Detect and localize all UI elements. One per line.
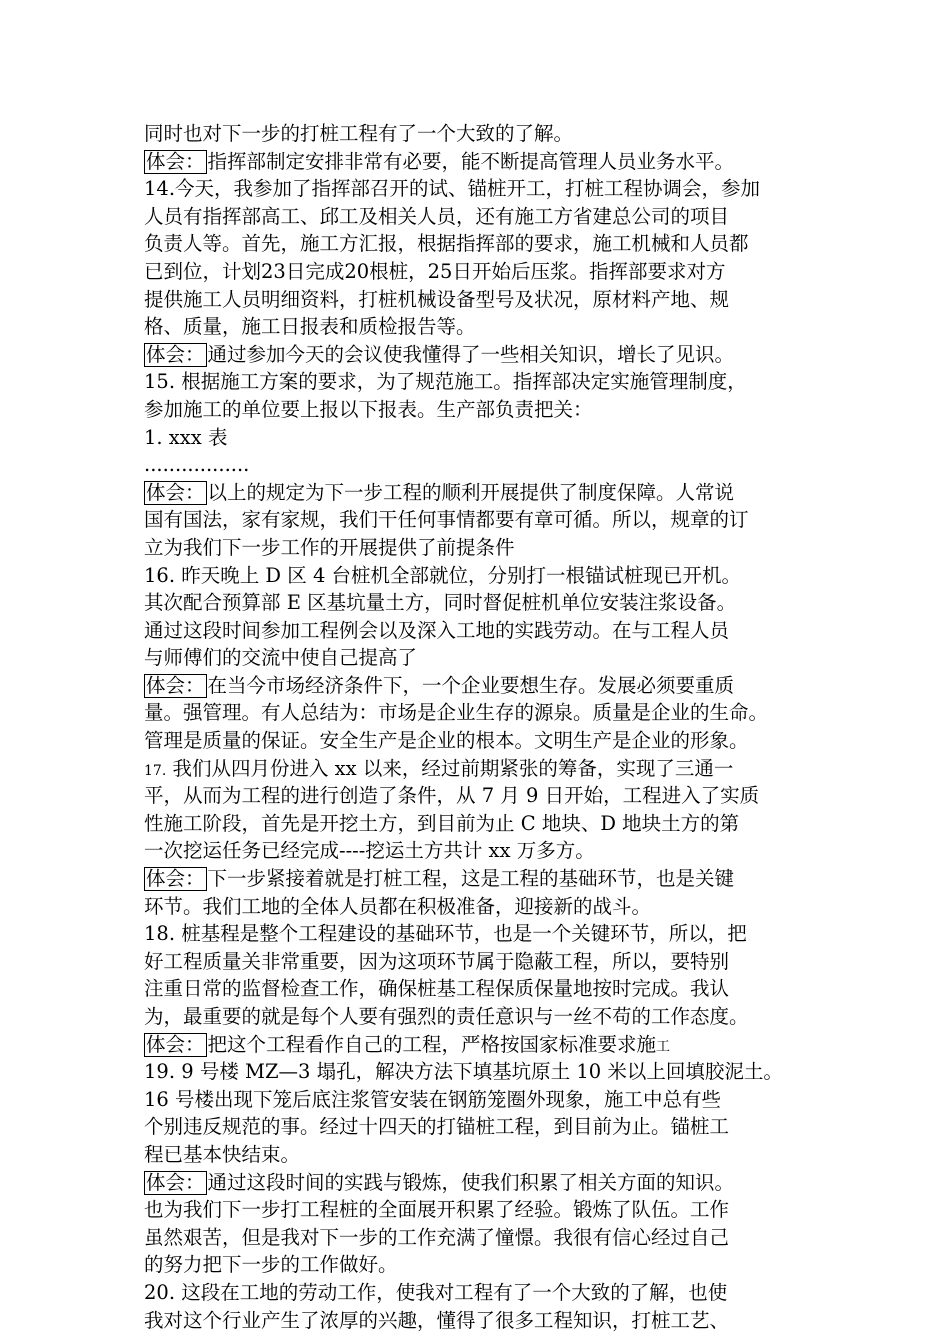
text-line (144, 1224, 812, 1252)
line-text: 已到位，计划23日完成20根桩，25日开始后压浆。指挥部要求对方 (144, 259, 726, 283)
line-text: 14.今天，我参加了指挥部召开的试、锚桩开工，打桩工程协调会，参加 (144, 177, 761, 201)
text-line (144, 920, 812, 948)
line-text: ................. (144, 453, 250, 477)
text-line (144, 837, 812, 865)
text-line (144, 672, 812, 700)
text-line (144, 506, 812, 534)
line-text: 通过这段时间的实践与锻炼，使我们积累了相关方面的知识。 (207, 1170, 735, 1194)
comment-label-box: 体会： (146, 1170, 205, 1194)
line-text: 15. 根据施工方案的要求，为了规范施工。指挥部决定实施管理制度， (144, 370, 747, 394)
line-text: 1. xxx 表 (144, 425, 228, 449)
line-text: 同时也对下一步的打桩工程有了一个大致的了解。 (144, 122, 574, 145)
line-text: 平，从而为工程的进行创造了条件，从 7 月 9 日开始，工程进入了实质 (144, 784, 760, 808)
comment-label-box: 体会： (146, 480, 205, 504)
text-line (144, 451, 812, 479)
text-line (144, 313, 812, 341)
text-line (144, 203, 812, 231)
text-line (144, 148, 812, 176)
text-line (144, 368, 812, 396)
line-text: 人员有指挥部高工、邱工及相关人员，还有施工方省建总公司的项目 (144, 204, 730, 228)
line-text: 负责人等。首先，施工方汇报，根据指挥部的要求，施工机械和人员都 (144, 232, 749, 256)
text-line (144, 479, 812, 507)
text-line (144, 230, 812, 258)
comment-label-box: 体会： (146, 867, 205, 891)
text-line (144, 617, 812, 645)
text-line (144, 286, 812, 314)
text-line (144, 975, 812, 1003)
line-text: 16. 昨天晚上 D 区 4 台桩机全部就位，分别打一根锚试桩现已开机。 (144, 563, 742, 587)
text-line (144, 1279, 812, 1307)
comment-label-box: 体会： (146, 673, 205, 697)
text-line (144, 1169, 812, 1197)
line-text: 环节。我们工地的全体人员都在积极准备，迎接新的战斗。 (144, 894, 652, 918)
line-text: 16 号楼出现下笼后底注浆管安装在钢筋笼圈外现象，施工中总有些 (144, 1087, 722, 1111)
text-line (144, 120, 812, 148)
line-text: 19. 9 号楼 MZ—3 塌孔，解决方法下填基坑原土 10 米以上回填胶泥土。 (144, 1060, 783, 1084)
line-text: 以上的规定为下一步工程的顺利开展提供了制度保障。人常说 (207, 480, 735, 504)
text-line (144, 1251, 812, 1279)
line-text: 下一步紧接着就是打桩工程，这是工程的基础环节，也是关键 (207, 867, 735, 891)
line-text: 在当今市场经济条件下，一个企业要想生存。发展必须要重质 (207, 673, 735, 697)
line-text: 也为我们下一步打工程桩的全面展开积累了经验。锻炼了队伍。工作 (144, 1198, 730, 1222)
line-text: 参加施工的单位要上报以下报表。生产部负责把关： (144, 397, 593, 421)
line-text: 量。强管理。有人总结为：市场是企业生存的源泉。质量是企业的生命。 (144, 701, 769, 725)
comment-label-box: 体会： (146, 342, 205, 366)
line-text: 立为我们下一步工作的开展提供了前提条件 (144, 535, 515, 559)
line-text: 通过这段时间参加工程例会以及深入工地的实践劳动。在与工程人员 (144, 618, 730, 642)
text-line (144, 1196, 812, 1224)
line-text: 18. 桩基程是整个工程建设的基础环节，也是一个关键环节，所以，把 (144, 922, 747, 946)
text-line (144, 865, 812, 893)
text-line (144, 755, 812, 783)
text-line (144, 1031, 812, 1059)
text-line (144, 589, 812, 617)
text-line (144, 810, 812, 838)
document-page (144, 120, 812, 1334)
line-text: 我对这个行业产生了浓厚的兴趣，懂得了很多工程知识，打桩工艺、 (144, 1308, 730, 1332)
item-number: 17. (144, 762, 167, 779)
line-text: 通过参加今天的会议使我懂得了一些相关知识，增长了见识。 (207, 342, 735, 366)
text-line (144, 1113, 812, 1141)
text-line (144, 175, 812, 203)
text-line (144, 258, 812, 286)
line-text: 的努力把下一步的工作做好。 (144, 1253, 398, 1277)
text-line (144, 644, 812, 672)
text-line (144, 396, 812, 424)
line-text: 把这个工程看作自己的工程，严格按国家标准要求施 (207, 1032, 657, 1056)
line-text: 虽然艰苦，但是我对下一步的工作充满了憧憬。我很有信心经过自己 (144, 1225, 730, 1249)
line-text: 个别违反规范的事。经过十四天的打锚桩工程，到目前为止。锚桩工 (144, 1115, 730, 1139)
text-line (144, 893, 812, 921)
text-line (144, 782, 812, 810)
text-line (144, 534, 812, 562)
comment-label-box: 体会： (146, 149, 205, 173)
line-text: 提供施工人员明细资料，打桩机械设备型号及状况，原材料产地、规 (144, 287, 730, 311)
text-line (144, 699, 812, 727)
line-text: 为，最重要的就是每个人要有强烈的责任意识与一丝不苟的工作态度。 (144, 1005, 749, 1028)
line-text: 性施工阶段，首先是开挖土方，到目前为止 C 地块、D 地块土方的第 (144, 811, 740, 835)
text-line (144, 424, 812, 452)
text-line (144, 1058, 812, 1086)
line-text: 20. 这段在工地的劳动工作，使我对工程有了一个大致的了解，也使 (144, 1280, 728, 1304)
line-text: 一次挖运任务已经完成----挖运土方共计 xx 万多方。 (144, 839, 595, 863)
line-text: 格、质量，施工日报表和质检报告等。 (144, 315, 476, 339)
text-line (144, 1086, 812, 1114)
text-line (144, 562, 812, 590)
text-line (144, 1141, 812, 1169)
line-text: 程已基本快结束。 (144, 1142, 301, 1166)
line-text: 其次配合预算部 E 区基坑量土方，同时督促桩机单位安装注浆设备。 (144, 591, 737, 615)
text-line (144, 1003, 812, 1031)
line-text: 好工程质量关非常重要，因为这项环节属于隐蔽工程，所以，要特别 (144, 949, 730, 973)
line-text: 管理是质量的保证。安全生产是企业的根本。文明生产是企业的形象。 (144, 729, 749, 753)
text-line (144, 341, 812, 369)
line-text: 我们从四月份进入 xx 以来，经过前期紧张的筹备，实现了三通一 (166, 756, 734, 780)
line-text: 注重日常的监督检查工作，确保桩基工程保质保量地按时完成。我认 (144, 977, 730, 1001)
line-text: 国有国法，家有家规，我们干任何事情都要有章可循。所以，规章的订 (144, 508, 749, 532)
text-line (144, 727, 812, 755)
line-text: 指挥部制定安排非常有必要，能不断提高管理人员业务水平。 (207, 149, 735, 173)
text-line (144, 948, 812, 976)
line-text: 与师傅们的交流中使自己提高了 (144, 646, 418, 670)
line-tail: 工 (656, 1038, 671, 1055)
text-line (144, 1307, 812, 1335)
comment-label-box: 体会： (146, 1032, 205, 1056)
